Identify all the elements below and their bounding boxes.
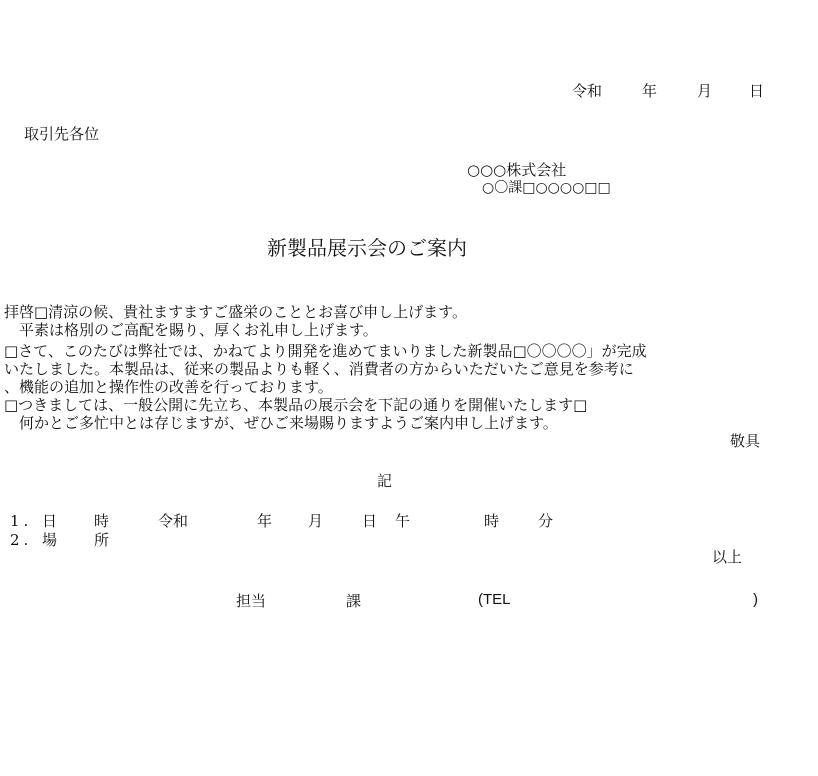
body-line: 拝啓□清涼の候、貴社ますますご盛栄のこととお喜び申し上げます。	[4, 303, 467, 321]
contact-tel-close: )	[753, 591, 758, 608]
contact-tel-open: (TEL	[478, 591, 511, 608]
sender-company: ○○○株式会社	[467, 161, 567, 179]
body-line: □つきましては、一般公開に先立ち、本製品の展示会を下記の通りを開催いたします□	[4, 396, 588, 414]
time-minute: 分	[538, 512, 554, 530]
time-hour: 時	[484, 512, 500, 530]
sender-department: ○〇課□○○○○□□	[482, 180, 611, 196]
item-number: 2.	[10, 531, 33, 549]
body-line: いたしました。本製品は、従来の製品よりも軽く、消費者の方からいただいたご意見を参考に	[4, 360, 634, 378]
date-year: 年	[257, 512, 273, 530]
body-line: 、機能の追加と操作性の改善を行っております。	[4, 378, 333, 396]
date-day: 日	[362, 512, 378, 530]
closing-keigu: 敬具	[730, 432, 761, 450]
body-line: □さて、このたびは弊社では、かねてより開発を進めてまいりました新製品□〇〇〇〇」が完成	[4, 342, 647, 360]
item-label: 場	[42, 531, 58, 549]
date-month: 月	[308, 512, 324, 530]
date-day: 日	[749, 82, 765, 100]
date-era: 令和	[572, 82, 603, 100]
schedule-item-datetime	[0, 512, 818, 530]
item-label: 日	[42, 512, 58, 530]
recipient: 取引先各位	[24, 125, 100, 143]
contact-ka: 課	[346, 592, 362, 610]
end-mark: 以上	[712, 548, 743, 566]
date-year: 年	[642, 82, 658, 100]
date-line	[0, 82, 818, 100]
body-line: 平素は格別のご高配を賜り、厚くお礼申し上げます。	[4, 321, 378, 339]
item-label: 時	[94, 512, 110, 530]
date-month: 月	[697, 82, 713, 100]
time-ampm: 午	[395, 512, 411, 530]
date-era: 令和	[158, 512, 189, 530]
contact-tanto: 担当	[236, 592, 267, 610]
page-title: 新製品展示会のご案内	[267, 236, 467, 260]
schedule-item-venue	[0, 531, 818, 549]
item-label: 所	[94, 531, 110, 549]
item-number: 1.	[10, 512, 33, 530]
body-line: 何かとご多忙中とは存じますが、ぜひご来場賜りますようご案内申し上げます。	[4, 414, 558, 432]
ki-heading: 記	[377, 472, 393, 490]
